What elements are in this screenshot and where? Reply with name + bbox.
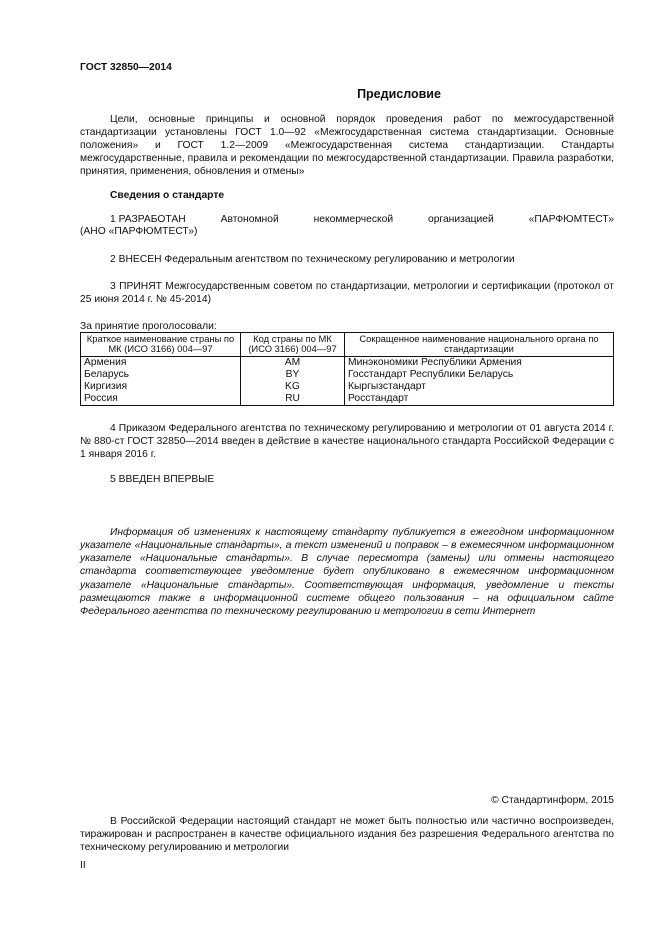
- section-1-word: организацией: [427, 214, 494, 226]
- table-row: [81, 369, 614, 381]
- section-1-word: 1 РАЗРАБОТАН: [110, 214, 186, 226]
- cell-country: Россия: [81, 393, 241, 406]
- section-5: 5 ВВЕДЕН ВПЕРВЫЕ: [110, 474, 215, 486]
- cell-body: Кыргызстандарт: [345, 381, 614, 393]
- document-code-header: ГОСТ 32850—2014: [80, 62, 172, 73]
- header-code: Код страны по МК (ИСО 3166) 004—97: [241, 332, 345, 356]
- cell-country: Беларусь: [81, 369, 241, 381]
- cell-code: KG: [241, 381, 345, 393]
- section-4: 4 Приказом Федерального агентства по техническому регулированию и метрологии от 01 августа 2014 г. № 880-ст ГОСТ 32850—2014 введен в действие в качестве национального стандарта Российской Федерации с 1 января 2016 г.: [80, 422, 614, 461]
- section-1: [80, 214, 614, 238]
- vote-table: [80, 332, 614, 406]
- copyright: © Стандартинформ, 2015: [491, 795, 614, 806]
- legal-notice: В Российской Федерации настоящий стандарт не может быть полностью или частично воспроизведен, тиражирован и распространен в качестве официального издания без разрешения Федерального агентства по техническому регулированию и метрологии: [80, 816, 614, 854]
- header-body: Сокращенное наименование национального органа по стандартизации: [345, 332, 614, 356]
- table-row: [81, 356, 614, 369]
- document-page: [80, 62, 614, 618]
- cell-code: RU: [241, 393, 345, 406]
- cell-body: Росстандарт: [345, 393, 614, 406]
- intro-paragraph: Цели, основные принципы и основной порядок проведения работ по межгосударственной стандартизации установлены ГОСТ 1.0—92 «Межгосударственная система стандартизации. Основные положения» и ГОСТ 1.2—2009 «Межгосударственная система стандартизации. Стандарты межгосударственные, правила и рекомендации по межгосударственной стандартизации. Правила разработки, принятия, применения, обновления и отмены»: [80, 114, 614, 178]
- cell-body: Минэкономики Республики Армения: [345, 356, 614, 369]
- section-2: 2 ВНЕСЕН Федеральным агентством по техническому регулированию и метрологии: [110, 253, 515, 265]
- table-row: [81, 381, 614, 393]
- page-number: II: [80, 860, 86, 871]
- cell-code: AM: [241, 356, 345, 369]
- cell-code: BY: [241, 369, 345, 381]
- vote-label: За принятие проголосовали:: [80, 320, 217, 332]
- page-title: Предисловие: [357, 87, 441, 101]
- info-heading: Сведения о стандарте: [110, 190, 225, 202]
- section-1-word: некоммерческой: [313, 214, 394, 226]
- header-country: Краткое наименование страны по МК (ИСО 3166) 004—97: [81, 332, 241, 356]
- cell-country: Киргизия: [81, 381, 241, 393]
- section-1-word: Автономной: [220, 214, 279, 226]
- cell-body: Госстандарт Республики Беларусь: [345, 369, 614, 381]
- table-row: [81, 393, 614, 406]
- cell-country: Армения: [81, 356, 241, 369]
- change-notice: Информация об изменениях к настоящему стандарту публикуется в ежегодном информационном указателе «Национальные стандарты», а текст изменений и поправок – в ежемесячном информационном указателе «Национальные стандарты». В случае пересмотра (замены) или отмены настоящего стандарта соответствующее уведомление будет опубликовано в ежемесячном информационном указателе «Национальные стандарты». Соответствующая информация, уведомление и тексты размещаются также в информационной системе общего пользования – на официальном сайте Федерального агентства по техническому регулированию и метрологии в сети Интернет: [80, 527, 614, 617]
- section-3: 3 ПРИНЯТ Межгосударственным советом по стандартизации, метрологии и сертификации (протокол от 25 июня 2014 г. № 45-2014): [80, 280, 614, 305]
- section-1-word: «ПАРФЮМТЕСТ»: [528, 214, 614, 226]
- section-1-line-1: [80, 214, 614, 225]
- vote-table-header-row: [81, 332, 614, 356]
- section-1-line-2: (АНО «ПАРФЮМТЕСТ»): [80, 226, 198, 238]
